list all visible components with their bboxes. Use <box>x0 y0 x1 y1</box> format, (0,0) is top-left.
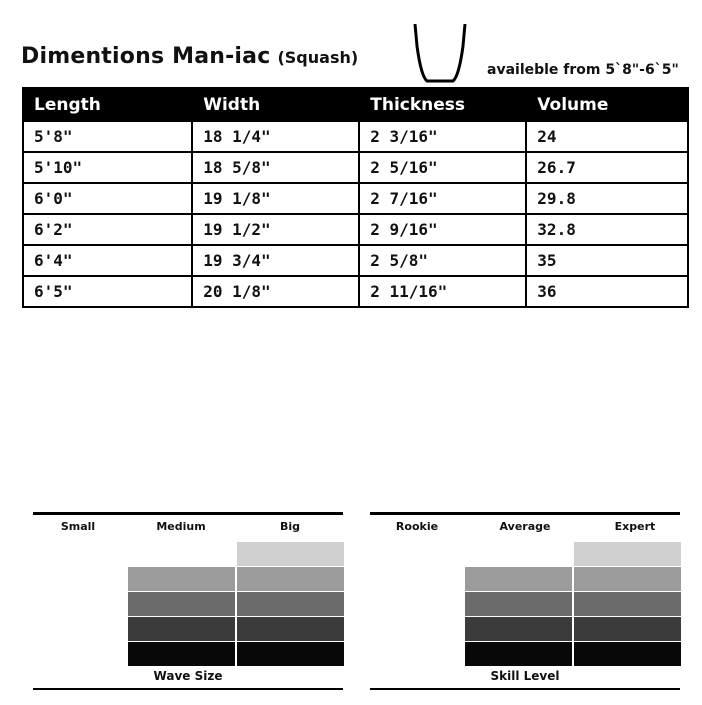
model-title: Dimentions Man-iac <box>21 44 271 69</box>
thickness-cell: 2 5/8" <box>359 245 526 276</box>
volume-cell: 29.8 <box>526 183 688 214</box>
thickness-cell: 2 11/16" <box>359 276 526 307</box>
level-bar-segment <box>237 592 344 616</box>
length-cell: 5'8" <box>23 121 192 152</box>
column-header-volume: Volume <box>526 88 688 121</box>
meter-bottom-rule <box>370 688 680 690</box>
level-bar-segment <box>574 567 681 591</box>
table-row <box>23 152 688 183</box>
availability-note: availeble from 5`8"-6`5" <box>487 62 679 78</box>
width-cell: 18 1/4" <box>192 121 359 152</box>
table-row <box>23 183 688 214</box>
length-cell: 6'2" <box>23 214 192 245</box>
level-bar-segment <box>237 617 344 641</box>
level-bar-segment <box>465 567 572 591</box>
volume-cell: 36 <box>526 276 688 307</box>
column-header-thickness: Thickness <box>359 88 526 121</box>
level-bar-segment <box>237 567 344 591</box>
length-cell: 6'5" <box>23 276 192 307</box>
level-bar-segment <box>574 642 681 666</box>
skill-level-meter <box>370 510 680 690</box>
level-bar-segment <box>128 592 235 616</box>
level-bar-segment <box>128 642 235 666</box>
width-cell: 19 1/8" <box>192 183 359 214</box>
level-bar-segment <box>574 542 681 566</box>
width-cell: 20 1/8" <box>192 276 359 307</box>
meter-bottom-rule <box>33 688 343 690</box>
level-bar-segment <box>237 542 344 566</box>
width-cell: 19 1/2" <box>192 214 359 245</box>
meter-caption: Skill Level <box>490 669 560 683</box>
table-row <box>23 121 688 152</box>
volume-cell: 35 <box>526 245 688 276</box>
meter-caption: Wave Size <box>153 669 223 683</box>
table-row <box>23 214 688 245</box>
level-bar-segment <box>465 617 572 641</box>
meter-top-rule <box>370 512 680 515</box>
meter-label-rookie: Rookie <box>395 520 439 533</box>
meter-label-medium: Medium <box>156 520 206 533</box>
wave-size-meter <box>33 510 343 690</box>
level-bar-segment <box>574 617 681 641</box>
level-bar-segment <box>237 642 344 666</box>
length-cell: 6'0" <box>23 183 192 214</box>
level-bar-segment <box>128 567 235 591</box>
meter-label-expert: Expert <box>614 520 656 533</box>
tail-type: (Squash) <box>277 48 359 67</box>
level-bar-segment <box>465 592 572 616</box>
thickness-cell: 2 7/16" <box>359 183 526 214</box>
meter-label-big: Big <box>279 520 301 533</box>
level-bar-segment <box>128 617 235 641</box>
length-cell: 5'10" <box>23 152 192 183</box>
volume-cell: 26.7 <box>526 152 688 183</box>
meter-top-rule <box>33 512 343 515</box>
length-cell: 6'4" <box>23 245 192 276</box>
volume-cell: 24 <box>526 121 688 152</box>
page-title <box>21 44 358 69</box>
table-row <box>23 245 688 276</box>
width-cell: 19 3/4" <box>192 245 359 276</box>
column-header-width: Width <box>192 88 359 121</box>
squash-tail-outline-icon <box>413 22 467 84</box>
thickness-cell: 2 3/16" <box>359 121 526 152</box>
volume-cell: 32.8 <box>526 214 688 245</box>
column-header-length: Length <box>23 88 192 121</box>
meter-label-small: Small <box>60 520 96 533</box>
table-row <box>23 276 688 307</box>
dimensions-table <box>22 87 689 308</box>
level-bar-segment <box>574 592 681 616</box>
level-bar-segment <box>465 642 572 666</box>
table-header-row <box>23 88 688 121</box>
thickness-cell: 2 5/16" <box>359 152 526 183</box>
width-cell: 18 5/8" <box>192 152 359 183</box>
meter-label-average: Average <box>499 520 551 533</box>
thickness-cell: 2 9/16" <box>359 214 526 245</box>
